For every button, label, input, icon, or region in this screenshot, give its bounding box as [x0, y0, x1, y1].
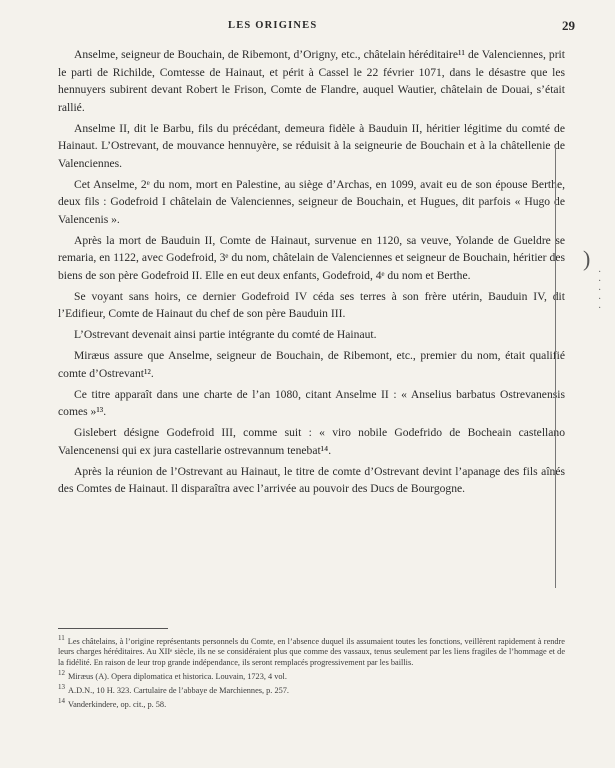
page-number: 29 [562, 18, 575, 33]
paragraph: Anselme, seigneur de Bouchain, de Ribemont, d’Origny, etc., châtelain héréditaire¹¹ de Valenciennes, prit le parti de Richilde, Comtesse de Hainaut, et périt à Cassel le 22 février 1071, dans le désastre que les hennuyers subirent devant Robert le Frison, Comte de Flandre, auquel Wautier, châtelain de Douai, s’était rallié. [58, 48, 565, 114]
footnote [58, 696, 565, 710]
margin-pencil-mark: ) [583, 246, 591, 271]
paragraph: L’Ostrevant devenait ainsi partie intégrante du comté de Hainaut. [74, 328, 377, 341]
footnote-separator [58, 628, 168, 629]
running-title: LES ORIGINES [228, 20, 318, 31]
paragraph: Cet Anselme, 2ᵉ du nom, mort en Palestine, au siège d’Archas, en 1099, avait eu de son épouse Berthe, deux fils : Godefroid I châtelain de Valenciennes, seigneur de Bouchain, et Hugues, dit parfois « Hugo de Valencenis ». [58, 177, 565, 226]
footnotes [58, 633, 565, 711]
margin-pencil-dots: · · · · · [598, 267, 602, 314]
footnote [58, 682, 565, 696]
footnote-text: A.D.N., 10 H. 323. Cartulaire de l’abbaye de Marchiennes, p. 257. [68, 685, 289, 695]
main-text [58, 46, 565, 501]
footnote-text: Vanderkindere, op. cit., p. 58. [68, 700, 167, 710]
footnote-number: 12 [58, 668, 65, 677]
footnote [58, 668, 565, 682]
footnote-text: Miræus (A). Opera diplomatica et historica. Louvain, 1723, 4 vol. [68, 671, 287, 681]
paragraph: Après la mort de Bauduin II, Comte de Hainaut, survenue en 1120, sa veuve, Yolande de Gueldre se remaria, en 1122, avec Godefroid, 3ᵉ du nom, châtelain de Valenciennes et seigneur de Bouchain, héritier des biens de son père Godefroid II. Elle en eut deux enfants, Godefroid, 4ᵉ du nom et Berthe. [58, 233, 565, 282]
paragraph: Anselme II, dit le Barbu, fils du précédant, demeura fidèle à Bauduin II, héritier légitime du comté de Hainaut. L’Ostrevant, de mouvance hennuyère, se réduisit à la seigneurie de Bouchain et à la châtellenie de Valenciennes. [58, 121, 565, 170]
paragraph: Se voyant sans hoirs, ce dernier Godefroid IV céda ses terres à son frère utérin, Bauduin IV, dit l’Edifieur, Comte de Hainaut du chef de son père Bauduin III. [58, 289, 565, 320]
page-header [60, 18, 575, 38]
footnote-text: Les châtelains, à l’origine représentants personnels du Comte, en l’absence duquel ils assumaient toutes les fonctions, veillèrent rapidement à rendre leurs charges héréditaires. Au XIIᵉ siècle, ils ne se considéraient plus que comme des vassaux, tenus seulement par les liens fragiles de l’hommage et de la fidélité. En raison de leur trop grande indépendance, ils seront remplacés progressivement par les baillis. [58, 636, 565, 667]
footnote-number: 14 [58, 697, 65, 706]
footnote-number: 13 [58, 683, 65, 692]
margin-pencil-bracket [545, 148, 556, 588]
paragraph: Après la réunion de l’Ostrevant au Hainaut, le titre de comte d’Ostrevant devint l’apanage des fils aînés des Comtes de Hainaut. Il disparaîtra avec l’arrivée au pouvoir des Ducs de Bourgogne. [58, 464, 565, 495]
footnote-number: 11 [58, 634, 65, 642]
paragraph: Miræus assure que Anselme, seigneur de Bouchain, de Ribemont, etc., premier du nom, était qualifié comte d’Ostrevant¹². [58, 349, 565, 380]
footnote [58, 633, 565, 668]
paragraph: Ce titre apparaît dans une charte de l’an 1080, citant Anselme II : « Anselius barbatus Ostrevanensis comes »¹³. [58, 387, 565, 418]
paragraph: Gislebert désigne Godefroid III, comme suit : « viro nobile Godefrido de Bocheain castellano Valencenensi qui ex jura castellarie ostrevannum tenebat¹⁴. [58, 426, 565, 457]
